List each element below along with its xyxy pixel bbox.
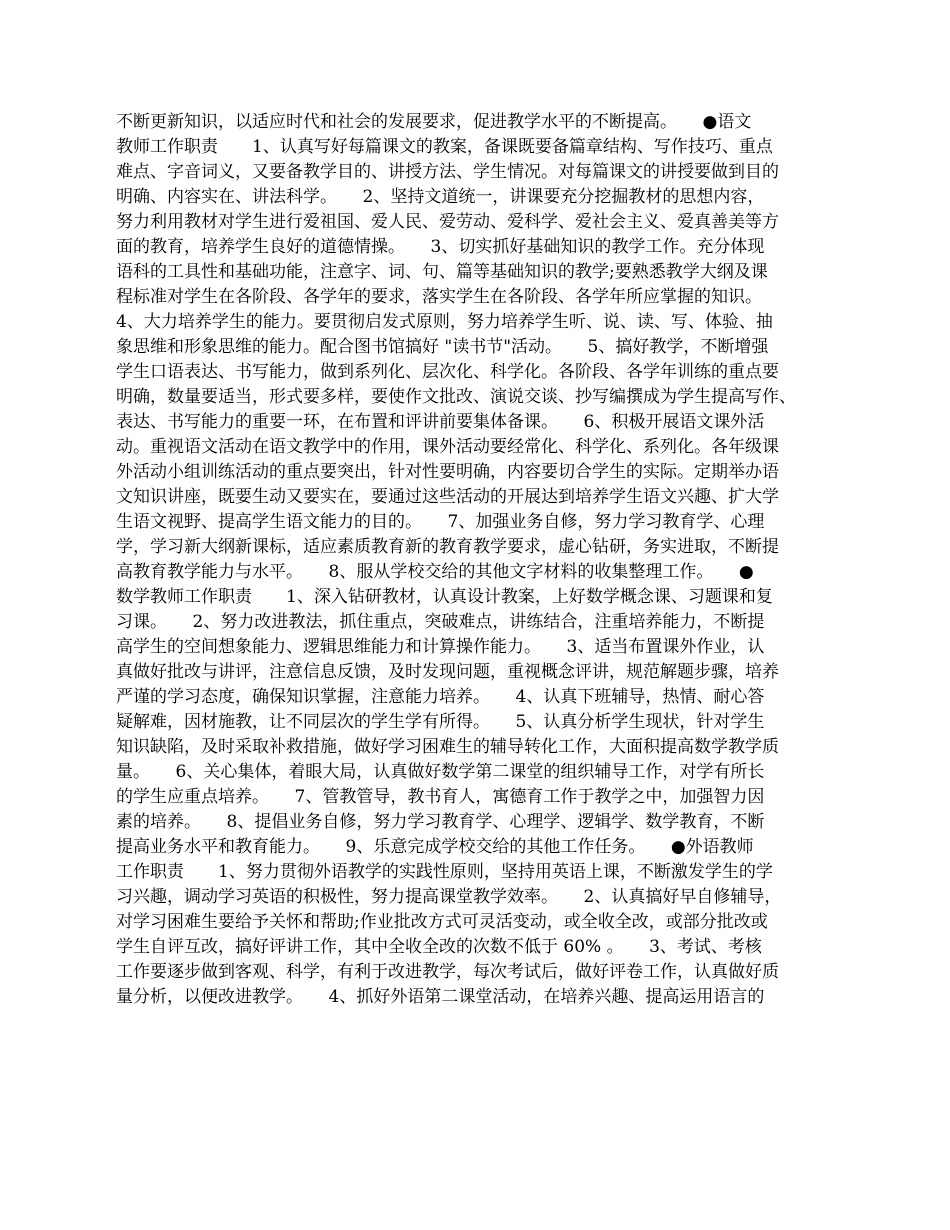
text-line: 真做好批改与讲评，注意信息反馈，及时发现问题，重视概念评讲，规范解题步骤，培养 <box>116 662 779 682</box>
text-line: 外活动小组训练活动的重点要突出，针对性要明确，内容要切合学生的实际。定期举办语 <box>116 462 779 482</box>
text-line: 知识缺陷，及时采取补救措施，做好学习困难生的辅导转化工作，大面积提高数学教学质 <box>116 737 779 757</box>
text-line: 习课。 2、努力改进教法，抓住重点，突破难点，讲练结合，注重培养能力，不断提 <box>116 612 765 632</box>
text-line: 语科的工具性和基础功能，注意字、词、句、篇等基础知识的教学;要熟悉教学大纲及课 <box>116 262 768 282</box>
text-line: 高学生的空间想象能力、逻辑思维能力和计算操作能力。 3、适当布置课外作业，认 <box>116 637 765 657</box>
text-line: 程标准对学生在各阶段、各学年的要求，落实学生在各阶段、各学年所应掌握的知识。 <box>116 287 762 307</box>
text-line: 生语文视野、提高学生语文能力的目的。 7、加强业务自修，努力学习教育学、心理 <box>116 512 765 532</box>
text-line: 难点、字音词义，又要备教学目的、讲授方法、学生情况。对每篇课文的讲授要做到目的 <box>116 162 779 182</box>
text-line: 量分析，以便改进教学。 4、抓好外语第二课堂活动，在培养兴趣、提高运用语言的 <box>116 987 765 1007</box>
text-line: 量。 6、关心集体，着眼大局，认真做好数学第二课堂的组织辅导工作，对学有所长 <box>116 762 765 782</box>
text-line: 象思维和形象思维的能力。配合图书馆搞好 "读书节"活动。 5、搞好教学，不断增强 <box>116 337 769 357</box>
text-line: 对学习困难生要给予关怀和帮助;作业批改方式可灵活变动，或全收全改，或部分批改或 <box>116 912 768 932</box>
text-line: 提高业务水平和教育能力。 9、乐意完成学校交给的其他工作任务。 ●外语教师 <box>116 837 754 857</box>
text-line: 素的培养。 8、提倡业务自修，努力学习教育学、心理学、逻辑学、数学教育，不断 <box>116 812 765 832</box>
text-line: 明确、内容实在、讲法科学。 2、坚持文道统一，讲课要充分挖掘教材的思想内容， <box>116 187 765 207</box>
text-line: 不断更新知识，以适应时代和社会的发展要求，促进教学水平的不断提高。 ●语文 <box>116 112 752 132</box>
text-line: 工作职责 1、努力贯彻外语教学的实践性原则，坚持用英语上课，不断激发学生的学 <box>116 862 773 882</box>
text-line: 数学教师工作职责 1、深入钻研教材，认真设计教案，上好数学概念课、习题课和复 <box>116 587 773 607</box>
text-line: 面的教育，培养学生良好的道德情操。 3、切实抓好基础知识的教学工作。充分体现 <box>116 237 765 257</box>
text-line: 教师工作职责 1、认真写好每篇课文的教案，备课既要备篇章结构、写作技巧、重点 <box>116 137 773 157</box>
text-line: 4、大力培养学生的能力。要贯彻启发式原则，努力培养学生听、说、读、写、体验、抽 <box>116 312 773 332</box>
text-line: 学，学习新大纲新课标，适应素质教育新的教育教学要求，虚心钻研，务实进取，不断提 <box>116 537 779 557</box>
text-line: 努力利用教材对学生进行爱祖国、爱人民、爱劳动、爱科学、爱社会主义、爱真善美等方 <box>116 212 779 232</box>
text-line: 动。重视语文活动在语文教学中的作用，课外活动要经常化、科学化、系列化。各年级课 <box>116 437 779 457</box>
text-line: 学生口语表达、书写能力，做到系列化、层次化、科学化。各阶段、各学年训练的重点要 <box>116 362 779 382</box>
text-line: 学生自评互改，搞好评讲工作，其中全收全改的次数不低于 60% 。 3、考试、考核 <box>116 937 762 957</box>
text-line: 工作要逐步做到客观、科学，有利于改进教学，每次考试后，做好评卷工作，认真做好质 <box>116 962 779 982</box>
text-line: 严谨的学习态度，确保知识掌握，注意能力培养。 4、认真下班辅导，热情、耐心答 <box>116 687 765 707</box>
text-line: 明确，数量要适当，形式要多样，要使作文批改、演说交谈、抄写编撰成为学生提高写作、 <box>116 387 796 407</box>
text-line: 高教育教学能力与水平。 8、服从学校交给的其他文字材料的收集整理工作。 ● <box>116 562 754 582</box>
text-line: 的学生应重点培养。 7、管教管导，教书育人，寓德育工作于教学之中，加强智力因 <box>116 787 765 807</box>
text-line: 文知识讲座，既要生动又要实在，要通过这些活动的开展达到培养学生语文兴趣、扩大学 <box>116 487 779 507</box>
text-line: 疑解难，因材施教，让不同层次的学生学有所得。 5、认真分析学生现状，针对学生 <box>116 712 765 732</box>
text-line: 习兴趣，调动学习英语的积极性，努力提高课堂教学效率。 2、认真搞好早自修辅导， <box>116 887 782 907</box>
text-line: 表达、书写能力的重要一环，在布置和评讲前要集体备课。 6、积极开展语文课外活 <box>116 412 765 432</box>
body-text <box>116 110 856 1010</box>
